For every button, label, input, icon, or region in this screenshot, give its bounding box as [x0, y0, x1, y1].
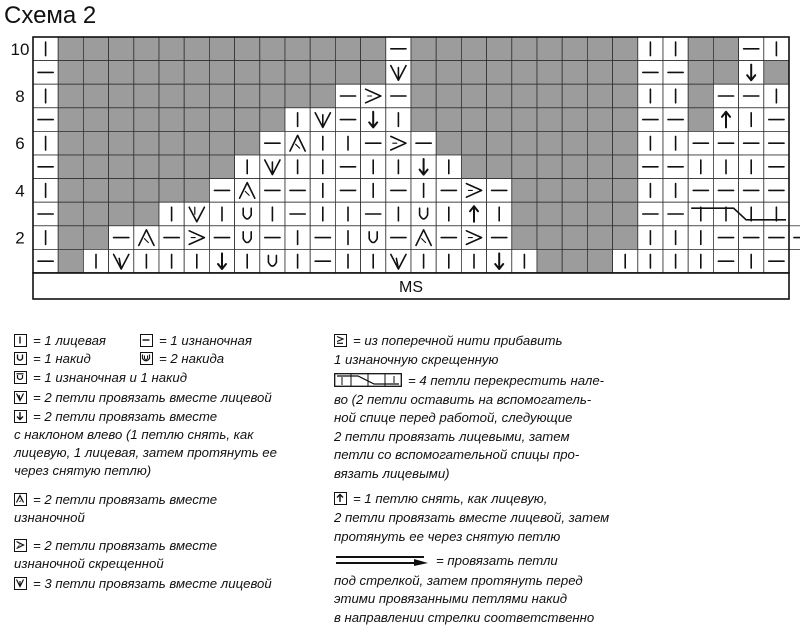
gray-cell	[260, 108, 285, 132]
gray-cell	[537, 249, 562, 273]
gray-cell	[260, 84, 285, 108]
svg-text:2: 2	[19, 498, 23, 504]
gray-cell	[235, 131, 260, 155]
gray-cell	[688, 37, 713, 61]
gray-cell	[713, 37, 738, 61]
gray-cell	[83, 108, 108, 132]
gray-cell	[562, 108, 587, 132]
gray-cell	[688, 61, 713, 85]
gray-cell	[411, 37, 436, 61]
gray-cell	[587, 179, 612, 203]
legend-p2tog: 2 = 2 петли провязать вместе	[14, 491, 217, 509]
gray-cell	[461, 155, 486, 179]
p2tog-tbl-icon	[14, 539, 27, 552]
gray-cell	[562, 84, 587, 108]
gray-cell	[587, 155, 612, 179]
gray-cell	[184, 155, 209, 179]
gray-cell	[109, 155, 134, 179]
gray-cell	[134, 61, 159, 85]
gray-cell	[159, 131, 184, 155]
gray-cell	[109, 108, 134, 132]
legend-skp-line3: протянуть ее через снятую петлю	[334, 529, 561, 544]
double-yarn-over-icon	[140, 352, 153, 365]
legend-ssk: = 2 петли провязать вместе	[14, 408, 217, 426]
gray-cell	[310, 84, 335, 108]
chart-cell	[235, 202, 260, 226]
chart-row	[33, 249, 789, 273]
gray-cell	[109, 61, 134, 85]
gray-cell	[487, 108, 512, 132]
gray-cell	[159, 61, 184, 85]
gray-cell	[184, 84, 209, 108]
gray-cell	[109, 37, 134, 61]
gray-cell	[537, 108, 562, 132]
chart-cell	[361, 226, 386, 250]
gray-cell	[184, 37, 209, 61]
increase-icon	[334, 334, 347, 347]
gray-cell	[512, 37, 537, 61]
gray-cell	[613, 226, 638, 250]
gray-cell	[461, 37, 486, 61]
gray-cell	[613, 155, 638, 179]
gray-cell	[537, 202, 562, 226]
gray-cell	[209, 108, 234, 132]
chart-cell	[386, 131, 411, 155]
gray-cell	[83, 131, 108, 155]
gray-cell	[436, 84, 461, 108]
chart-cell	[411, 202, 436, 226]
gray-cell	[285, 37, 310, 61]
gray-cell	[184, 131, 209, 155]
gray-cell	[310, 37, 335, 61]
gray-cell	[83, 202, 108, 226]
gray-cell	[58, 249, 83, 273]
yarn-over-icon	[14, 352, 27, 365]
gray-cell	[562, 61, 587, 85]
legend-arrow-line4: в направлении стрелки соответственно	[334, 610, 595, 625]
gray-cell	[361, 37, 386, 61]
legend-m1p-line2: 1 изнаночную скрещенную	[334, 352, 499, 367]
row-number-left: 6	[15, 134, 25, 154]
gray-cell	[512, 226, 537, 250]
gray-cell	[159, 108, 184, 132]
legend-cable-line3: ной спице перед работой, следующие	[334, 410, 573, 425]
gray-cell	[613, 84, 638, 108]
gray-cell	[209, 84, 234, 108]
gray-cell	[411, 108, 436, 132]
gray-cell	[58, 61, 83, 85]
gray-cell	[613, 202, 638, 226]
up-arrow-icon	[334, 492, 347, 505]
gray-cell	[184, 179, 209, 203]
gray-cell	[83, 179, 108, 203]
gray-cell	[134, 84, 159, 108]
ms-label: MS	[399, 279, 423, 296]
legend-skp: = 1 петлю снять, как лицевую,	[334, 490, 547, 508]
gray-cell	[512, 155, 537, 179]
gray-cell	[461, 131, 486, 155]
gray-cell	[83, 61, 108, 85]
gray-cell	[613, 131, 638, 155]
knit-icon	[14, 334, 27, 347]
gray-cell	[235, 84, 260, 108]
gray-cell	[487, 155, 512, 179]
legend-p2tog-line2: изнаночной	[14, 510, 85, 525]
svg-text:2: 2	[17, 543, 21, 549]
gray-cell	[436, 131, 461, 155]
chart-title: Схема 2	[4, 2, 97, 29]
cable-cross-icon	[334, 373, 402, 392]
gray-cell	[587, 37, 612, 61]
gray-cell	[487, 61, 512, 85]
chart-row	[33, 131, 789, 155]
legend-cable-line6: вязать лицевыми)	[334, 466, 450, 481]
row-number-left: 2	[15, 228, 25, 248]
chart-cell	[235, 226, 260, 250]
gray-cell	[436, 108, 461, 132]
legend-cable-line2: во (2 петли оставить на вспомогатель-	[334, 392, 592, 407]
gray-cell	[134, 155, 159, 179]
gray-cell	[613, 37, 638, 61]
k2tog-icon	[14, 391, 27, 404]
gray-cell	[83, 84, 108, 108]
gray-cell	[487, 131, 512, 155]
gray-cell	[537, 84, 562, 108]
gray-cell	[335, 61, 360, 85]
long-arrow-icon	[334, 553, 430, 571]
gray-cell	[587, 61, 612, 85]
gray-cell	[58, 226, 83, 250]
gray-cell	[537, 155, 562, 179]
gray-cell	[109, 202, 134, 226]
gray-cell	[512, 61, 537, 85]
legend-ssk-line4: через снятую петлю)	[14, 463, 152, 478]
gray-cell	[537, 226, 562, 250]
gray-cell	[260, 61, 285, 85]
gray-cell	[562, 131, 587, 155]
gray-cell	[58, 202, 83, 226]
legend-k2tog: = 2 петли провязать вместе лицевой	[14, 389, 272, 407]
chart-cell	[461, 226, 486, 250]
gray-cell	[58, 37, 83, 61]
row-number-left: 8	[15, 87, 25, 106]
gray-cell	[487, 84, 512, 108]
k3tog-icon	[14, 577, 27, 590]
gray-cell	[209, 61, 234, 85]
gray-cell	[159, 155, 184, 179]
gray-cell	[235, 108, 260, 132]
purl-icon	[140, 334, 153, 347]
gray-cell	[562, 202, 587, 226]
legend-purl-yo: = 1 изнаночная и 1 накид	[14, 369, 187, 387]
gray-cell	[537, 37, 562, 61]
gray-cell	[562, 155, 587, 179]
legend-m1p: = из поперечной нити прибавить	[334, 332, 562, 350]
gray-cell	[487, 37, 512, 61]
gray-cell	[209, 131, 234, 155]
purl-and-yarn-over-icon	[14, 371, 27, 384]
chart-row	[33, 84, 789, 108]
gray-cell	[58, 179, 83, 203]
gray-cell	[159, 37, 184, 61]
chart-row	[33, 61, 789, 85]
chart-row	[33, 226, 800, 250]
gray-cell	[512, 84, 537, 108]
gray-cell	[587, 108, 612, 132]
chart-row	[33, 179, 789, 203]
gray-cell	[764, 61, 789, 85]
gray-cell	[285, 61, 310, 85]
gray-cell	[134, 37, 159, 61]
gray-cell	[562, 249, 587, 273]
chart-cell	[361, 84, 386, 108]
gray-cell	[537, 131, 562, 155]
legend-cable-line4: 2 петли провязать лицевыми, затем	[334, 429, 570, 444]
legend-knit: = 1 лицевая	[14, 332, 106, 350]
gray-cell	[587, 249, 612, 273]
legend-p2tog-tbl-line2: изнаночной скрещенной	[14, 556, 164, 571]
gray-cell	[512, 108, 537, 132]
gray-cell	[58, 155, 83, 179]
legend-cable: = 4 петли перекрестить нале-	[334, 372, 604, 392]
legend-arrow-line3: этими провязанными петлями накид	[334, 591, 568, 606]
gray-cell	[613, 61, 638, 85]
gray-cell	[134, 131, 159, 155]
gray-cell	[58, 84, 83, 108]
gray-cell	[310, 61, 335, 85]
gray-cell	[562, 179, 587, 203]
gray-cell	[83, 155, 108, 179]
gray-cell	[587, 131, 612, 155]
legend-yo2: = 2 накида	[140, 350, 224, 368]
legend-skp-line2: 2 петли провязать вместе лицевой, затем	[334, 510, 610, 525]
gray-cell	[285, 84, 310, 108]
legend-yo: = 1 накид	[14, 350, 91, 368]
row-number-left: 4	[15, 181, 25, 201]
gray-cell	[411, 61, 436, 85]
gray-cell	[184, 108, 209, 132]
gray-cell	[235, 61, 260, 85]
gray-cell	[134, 179, 159, 203]
gray-cell	[461, 84, 486, 108]
legend-p2tog-tbl: 2 = 2 петли провязать вместе	[14, 537, 217, 555]
gray-cell	[83, 226, 108, 250]
gray-cell	[562, 226, 587, 250]
chart-row	[33, 155, 789, 179]
gray-cell	[83, 37, 108, 61]
gray-cell	[109, 179, 134, 203]
gray-cell	[159, 84, 184, 108]
gray-cell	[562, 37, 587, 61]
gray-cell	[688, 84, 713, 108]
gray-cell	[512, 202, 537, 226]
gray-cell	[688, 108, 713, 132]
gray-cell	[713, 61, 738, 85]
row-number-left: 10	[10, 39, 30, 59]
chart-row	[33, 37, 789, 61]
gray-cell	[335, 37, 360, 61]
gray-cell	[436, 61, 461, 85]
legend-ssk-line2: с наклоном влево (1 петлю снять, как	[14, 427, 254, 442]
legend-arrow-line2: под стрелкой, затем протянуть перед	[334, 573, 583, 588]
legend-cable-line5: петли со вспомогательной спицы про-	[334, 447, 580, 462]
gray-cell	[109, 84, 134, 108]
gray-cell	[436, 37, 461, 61]
gray-cell	[209, 37, 234, 61]
legend-arrow: = провязать петли	[334, 552, 558, 571]
gray-cell	[587, 202, 612, 226]
gray-cell	[58, 108, 83, 132]
gray-cell	[109, 131, 134, 155]
chart-row	[33, 202, 789, 226]
legend-purl: = 1 изнаночная	[140, 332, 252, 350]
gray-cell	[512, 179, 537, 203]
gray-cell	[235, 37, 260, 61]
gray-cell	[587, 84, 612, 108]
gray-cell	[461, 61, 486, 85]
legend-k3tog: = 3 петли провязать вместе лицевой	[14, 575, 272, 593]
down-arrow-icon	[14, 410, 27, 423]
chart-cell	[260, 249, 285, 273]
gray-cell	[537, 179, 562, 203]
gray-cell	[461, 108, 486, 132]
chart-cell	[184, 226, 209, 250]
chart-row	[33, 108, 789, 132]
gray-cell	[134, 202, 159, 226]
gray-cell	[587, 226, 612, 250]
gray-cell	[184, 61, 209, 85]
p2tog-icon	[14, 493, 27, 506]
gray-cell	[512, 131, 537, 155]
gray-cell	[58, 131, 83, 155]
gray-cell	[361, 61, 386, 85]
legend-ssk-line3: лицевую, 1 лицевая, затем протянуть ее	[14, 445, 277, 460]
gray-cell	[613, 108, 638, 132]
gray-cell	[159, 179, 184, 203]
gray-cell	[411, 84, 436, 108]
gray-cell	[134, 108, 159, 132]
gray-cell	[613, 179, 638, 203]
gray-cell	[537, 61, 562, 85]
gray-cell	[209, 155, 234, 179]
gray-cell	[260, 37, 285, 61]
chart-cell	[461, 179, 486, 203]
